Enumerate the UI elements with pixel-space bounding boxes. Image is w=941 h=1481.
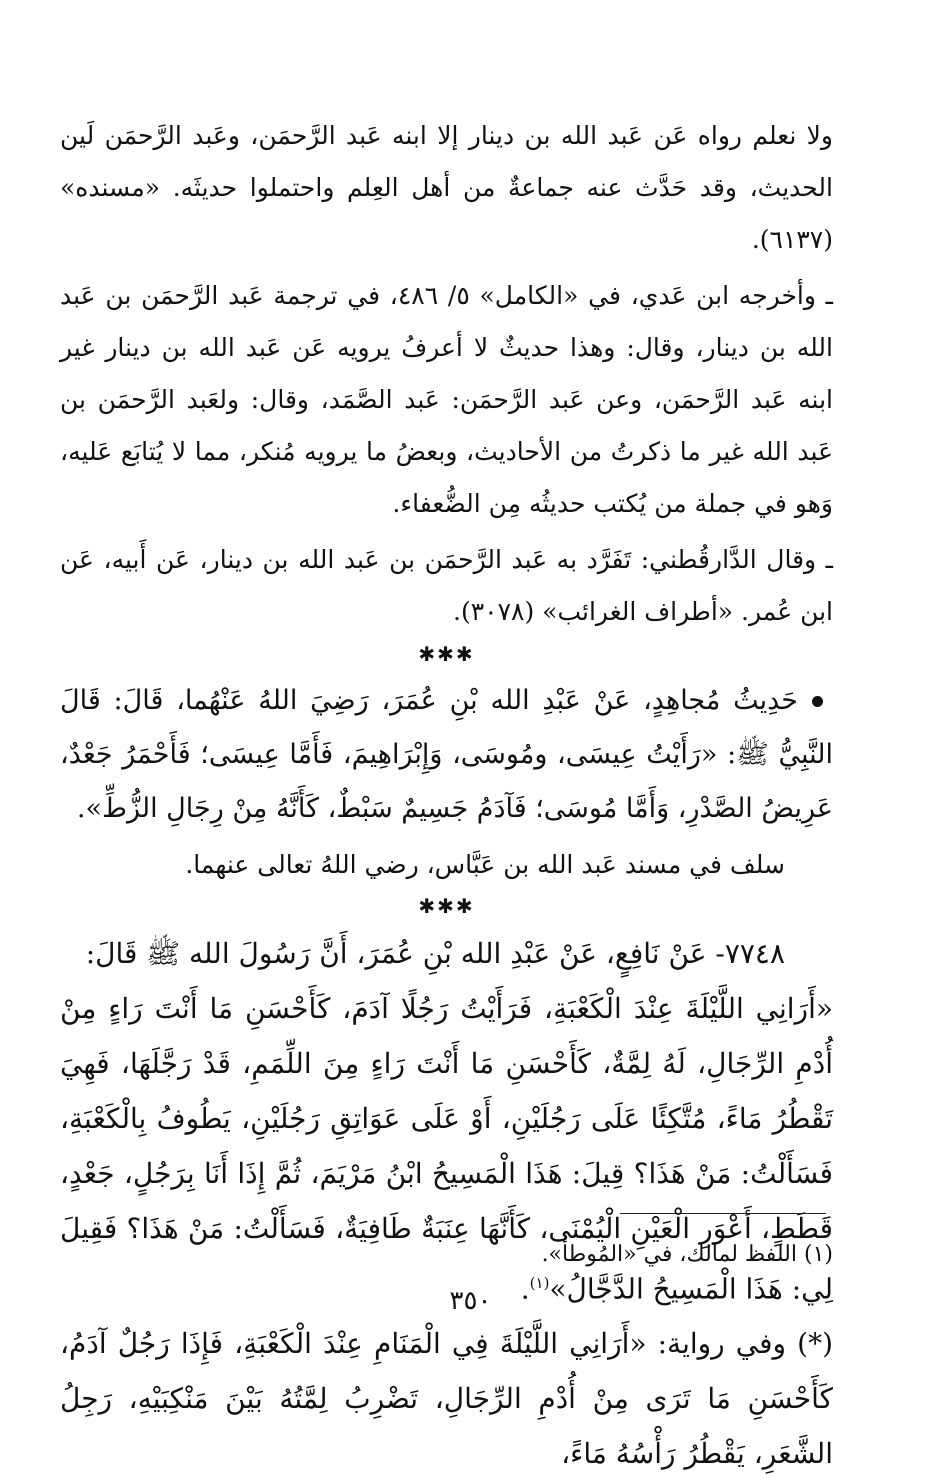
hadith-mujahid bbox=[60, 674, 833, 836]
main-text bbox=[60, 110, 833, 1481]
paragraph-commentary-2: ـ وأخرجه ابن عَدي، في «الكامل» ٥/ ٤٨٦، في ترجمة عَبد الرَّحمَن بن عَبد الله بن دينار، وقال: وهذا حديثٌ لا أعرفُ يرويه عَن عَبد الله بن دينار غير ابنه عَبد الرَّحمَن، وعن عَبد الرَّحمَن: عَبد الصَّمَد، وقال: ولعَبد الرَّحمَن بن عَبد الله غير ما ذكرتُ من الأحاديث، وبعضُ ما يرويه مُنكر، مما لا يُتابَع عَليه، وَهو في جملة من يُكتب حديثُه مِن الضُّعفاء. bbox=[60, 281, 833, 518]
hadith-7748-text: «أَرَانِي اللَّيْلَةَ عِنْدَ الْكَعْبَةِ، فَرَأَيْتُ رَجُلًا آدَمَ، كَأَحْسَنِ مَا أَنْتَ رَاءٍ مِنْ أُدْمِ الرِّجَالِ، لَهُ لِمَّةٌ، كَأَحْسَنِ مَا أَنْتَ رَاءٍ مِنَ اللِّمَمِ، قَدْ رَجَّلَهَا، فَهِيَ تَقْطُرُ مَاءً، مُتَّكِئًا عَلَى رَجُلَيْنِ، أَوْ عَلَى عَوَاتِقِ رَجُلَيْنِ، يَطُوفُ بِالْكَعْبَةِ، فَسَأَلْتُ: مَنْ هَذَا؟ قِيلَ: هَذَا الْمَسِيحُ ابْنُ مَرْيَمَ، ثُمَّ إِذَا أَنَا بِرَجُلٍ، جَعْدٍ، قَطَطٍ، أَعْوَرِ الْعَيْنِ الْيُمْنَى، كَأَنَّهَا عِنَبَةٌ طَافِيَةٌ، فَسَأَلْتُ: مَنْ هَذَا؟ فَقِيلَ لِي: هَذَا الْمَسِيحُ الدَّجَّالُ»$^{(١)}$. bbox=[60, 992, 833, 1306]
section-separator-2: ✱✱✱ bbox=[418, 894, 475, 918]
hadith-7748-riwaya: (*) وفي رواية: «أَرَانِي اللَّيْلَةَ فِي الْمَنَامِ عِنْدَ الْكَعْبَةِ، فَإِذَا رَجُلٌ آدَمُ، كَأَحْسَنِ مَا تَرَى مِنْ أُدْمِ الرِّجَالِ، تَضْرِبُ لِمَّتُهُ بَيْنَ مَنْكِبَيْهِ، رَجِلُ الشَّعَرِ، يَقْطُرُ رَأْسُهُ مَاءً، bbox=[60, 1327, 833, 1471]
hadith-number: ٧٧٤٨- bbox=[715, 937, 785, 970]
footnote-divider bbox=[620, 1213, 826, 1214]
page-number: ٣٥٠ bbox=[449, 1286, 492, 1316]
section-separator-1: ✱✱✱ bbox=[418, 642, 475, 666]
paragraph-commentary-3: ـ وقال الدَّارقُطني: تَفَرَّد به عَبد الرَّحمَن بن عَبد الله بن دينار، عَن أَبيه، عَن ابن عُمر. «أطراف الغرائب» (٣٠٧٨). bbox=[60, 545, 833, 626]
hadith-7748-body: «أَرَانِي اللَّيْلَةَ عِنْدَ الْكَعْبَةِ، فَرَأَيْتُ رَجُلًا آدَمَ، كَأَحْسَنِ مَا أَنْتَ رَاءٍ مِنْ أُدْمِ الرِّجَالِ، لَهُ لِمَّةٌ، كَأَحْسَنِ مَا أَنْتَ رَاءٍ مِنَ اللِّمَمِ، قَدْ رَجَّلَهَا، فَهِيَ تَقْطُرُ مَاءً، مُتَّكِئًا عَلَى رَجُلَيْنِ، أَوْ عَلَى عَوَاتِقِ رَجُلَيْنِ، يَطُوفُ بِالْكَعْبَةِ، فَسَأَلْتُ: مَنْ هَذَا؟ قِيلَ: هَذَا الْمَسِيحُ ابْنُ مَرْيَمَ، ثُمَّ إِذَا أَنَا بِرَجُلٍ، جَعْدٍ، قَطَطٍ، أَعْوَرِ الْعَيْنِ الْيُمْنَى، كَأَنَّهَا عِنَبَةٌ طَافِيَةٌ، فَسَأَلْتُ: مَنْ هَذَا؟ فَقِيلَ لِي: هَذَا الْمَسِيحُ الدَّجَّالُ» bbox=[60, 992, 833, 1306]
paragraph-commentary-1: ولا نعلم رواه عَن عَبد الله بن دينار إلا ابنه عَبد الرَّحمَن، وعَبد الرَّحمَن لَين الحديث، وقد حَدَّث عنه جماعةٌ من أهل العِلم واحتملوا حديثَه. «مسنده» (٦١٣٧). bbox=[60, 121, 833, 254]
footnote-marker[interactable]: (١) bbox=[529, 1274, 550, 1292]
hadith-text: «رَأَيْتُ عِيسَى، ومُوسَى، وَإِبْرَاهِيمَ، فَأَمَّا عِيسَى؛ فَأَحْمَرُ جَعْدٌ، عَرِيضُ الصَّدْرِ، وَأَمَّا مُوسَى؛ فَآدَمُ جَسِيمٌ سَبْطٌ، كَأَنَّهُ مِنْ رِجَالِ الزُّطِّ». bbox=[60, 739, 833, 824]
bullet-icon bbox=[812, 696, 823, 707]
hadith-7748-intro: عَنْ نَافِعٍ، عَنْ عَبْدِ الله بْنِ عُمَرَ، أَنَّ رَسُولَ الله ﷺ قَالَ: bbox=[85, 937, 707, 970]
hadith-7748-header bbox=[60, 926, 833, 981]
footnote: (١) اللفظ لمالك، في «المُوطأ». bbox=[541, 1242, 833, 1267]
hadith-intro: حَدِيثُ مُجاهِدٍ، عَنْ عَبْدِ الله بْنِ عُمَرَ، رَضِيَ اللهُ عَنْهُما، قَالَ: قَالَ النَّبِيُّ ﷺ: bbox=[60, 685, 833, 770]
cross-reference: سلف في مسند عَبد الله بن عَبَّاس، رضي اللهُ تعالى عنهما. bbox=[185, 850, 785, 879]
